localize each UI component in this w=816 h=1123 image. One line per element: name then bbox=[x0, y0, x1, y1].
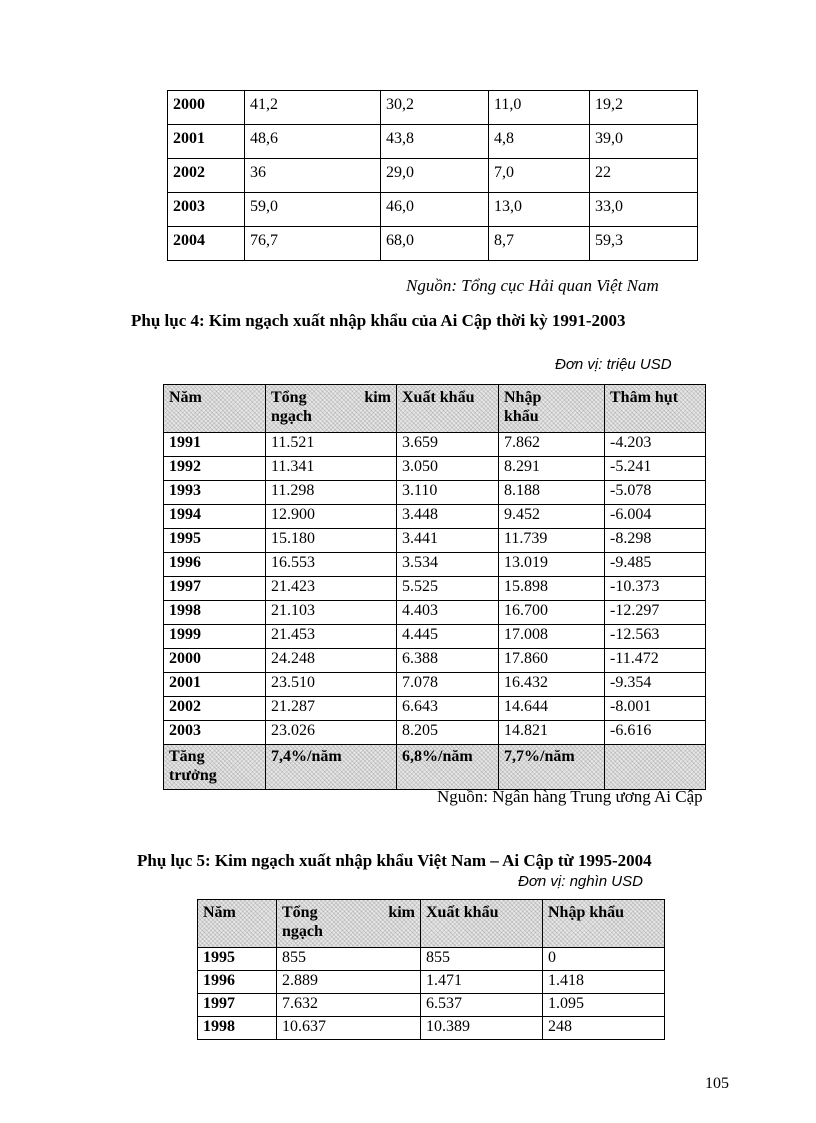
cell-year: 1991 bbox=[164, 433, 266, 457]
cell-import: 16.700 bbox=[499, 601, 605, 625]
table-row bbox=[164, 553, 706, 577]
cell-value: 76,7 bbox=[245, 227, 381, 261]
cell-year: 2002 bbox=[164, 697, 266, 721]
cell-value: 48,6 bbox=[245, 125, 381, 159]
cell-import: 0 bbox=[543, 948, 665, 971]
cell-total: 21.287 bbox=[266, 697, 397, 721]
cell-total: 21.423 bbox=[266, 577, 397, 601]
cell-value: 30,2 bbox=[381, 91, 489, 125]
growth-export: 6,8%/năm bbox=[397, 745, 499, 790]
table-row bbox=[164, 721, 706, 745]
cell-year: 2003 bbox=[168, 193, 245, 227]
cell-total: 855 bbox=[277, 948, 421, 971]
cell-value: 41,2 bbox=[245, 91, 381, 125]
cell-import: 8.188 bbox=[499, 481, 605, 505]
cell-export: 6.388 bbox=[397, 649, 499, 673]
header-export: Xuất khẩu bbox=[421, 900, 543, 948]
cell-total: 21.103 bbox=[266, 601, 397, 625]
header-year: Năm bbox=[164, 385, 266, 433]
cell-value: 59,3 bbox=[590, 227, 698, 261]
table-row bbox=[168, 227, 698, 261]
cell-value: 8,7 bbox=[489, 227, 590, 261]
appendix4-table bbox=[163, 384, 706, 790]
table-row bbox=[164, 601, 706, 625]
cell-year: 1992 bbox=[164, 457, 266, 481]
cell-export: 5.525 bbox=[397, 577, 499, 601]
cell-import: 17.860 bbox=[499, 649, 605, 673]
table-header-row bbox=[164, 385, 706, 433]
cell-import: 13.019 bbox=[499, 553, 605, 577]
cell-import: 8.291 bbox=[499, 457, 605, 481]
table-row bbox=[168, 91, 698, 125]
cell-value: 39,0 bbox=[590, 125, 698, 159]
table-row bbox=[164, 625, 706, 649]
cell-total: 15.180 bbox=[266, 529, 397, 553]
appendix5-table bbox=[197, 899, 665, 1040]
cell-total: 11.521 bbox=[266, 433, 397, 457]
cell-import: 15.898 bbox=[499, 577, 605, 601]
source-note-central-bank: Nguồn: Ngân hàng Trung ương Ai Cập bbox=[437, 787, 703, 806]
cell-year: 1998 bbox=[164, 601, 266, 625]
table-row bbox=[198, 994, 665, 1017]
cell-export: 855 bbox=[421, 948, 543, 971]
appendix4-unit: Đơn vị: triệu USD bbox=[555, 356, 672, 373]
cell-import: 11.739 bbox=[499, 529, 605, 553]
cell-export: 3.110 bbox=[397, 481, 499, 505]
header-import: Nhập khẩu bbox=[499, 385, 605, 433]
header-total: Tổng kim ngạch bbox=[277, 900, 421, 948]
header-total: Tổng kim ngạch bbox=[266, 385, 397, 433]
cell-value: 33,0 bbox=[590, 193, 698, 227]
source-note-customs: Nguồn: Tổng cục Hải quan Việt Nam bbox=[406, 276, 659, 295]
cell-deficit: -9.485 bbox=[605, 553, 706, 577]
cell-year: 1996 bbox=[198, 971, 277, 994]
table-row bbox=[198, 1017, 665, 1040]
cell-export: 8.205 bbox=[397, 721, 499, 745]
cell-deficit: -6.616 bbox=[605, 721, 706, 745]
cell-year: 1998 bbox=[198, 1017, 277, 1040]
cell-value: 36 bbox=[245, 159, 381, 193]
cell-export: 7.078 bbox=[397, 673, 499, 697]
cell-deficit: -12.297 bbox=[605, 601, 706, 625]
cell-total: 2.889 bbox=[277, 971, 421, 994]
growth-deficit-empty bbox=[605, 745, 706, 790]
cell-import: 16.432 bbox=[499, 673, 605, 697]
cell-deficit: -5.241 bbox=[605, 457, 706, 481]
growth-import: 7,7%/năm bbox=[499, 745, 605, 790]
cell-deficit: -5.078 bbox=[605, 481, 706, 505]
cell-total: 7.632 bbox=[277, 994, 421, 1017]
cell-deficit: -4.203 bbox=[605, 433, 706, 457]
cell-export: 3.448 bbox=[397, 505, 499, 529]
cell-value: 29,0 bbox=[381, 159, 489, 193]
growth-label: Tăng trưởng bbox=[164, 745, 266, 790]
cell-year: 1999 bbox=[164, 625, 266, 649]
cell-total: 23.026 bbox=[266, 721, 397, 745]
cell-deficit: -10.373 bbox=[605, 577, 706, 601]
table-row bbox=[198, 948, 665, 971]
cell-deficit: -11.472 bbox=[605, 649, 706, 673]
cell-value: 68,0 bbox=[381, 227, 489, 261]
cell-import: 1.418 bbox=[543, 971, 665, 994]
cell-value: 59,0 bbox=[245, 193, 381, 227]
cell-value: 46,0 bbox=[381, 193, 489, 227]
table-row bbox=[164, 481, 706, 505]
cell-import: 9.452 bbox=[499, 505, 605, 529]
growth-row bbox=[164, 745, 706, 790]
table-row bbox=[164, 577, 706, 601]
cell-value: 13,0 bbox=[489, 193, 590, 227]
cell-value: 7,0 bbox=[489, 159, 590, 193]
appendix4-title: Phụ lục 4: Kim ngạch xuất nhập khẩu của Ai Cập thời kỳ 1991-2003 bbox=[131, 311, 626, 330]
table-row bbox=[164, 505, 706, 529]
header-year: Năm bbox=[198, 900, 277, 948]
cell-total: 11.341 bbox=[266, 457, 397, 481]
cell-export: 3.534 bbox=[397, 553, 499, 577]
cell-import: 248 bbox=[543, 1017, 665, 1040]
cell-year: 1995 bbox=[198, 948, 277, 971]
cell-deficit: -12.563 bbox=[605, 625, 706, 649]
cell-total: 11.298 bbox=[266, 481, 397, 505]
table-row bbox=[198, 971, 665, 994]
table-row bbox=[164, 529, 706, 553]
cell-total: 21.453 bbox=[266, 625, 397, 649]
cell-year: 2003 bbox=[164, 721, 266, 745]
cell-export: 3.050 bbox=[397, 457, 499, 481]
cell-total: 10.637 bbox=[277, 1017, 421, 1040]
table-row bbox=[164, 457, 706, 481]
cell-total: 24.248 bbox=[266, 649, 397, 673]
cell-year: 1997 bbox=[198, 994, 277, 1017]
cell-year: 1993 bbox=[164, 481, 266, 505]
table-row bbox=[164, 649, 706, 673]
table-header-row bbox=[198, 900, 665, 948]
table-row bbox=[164, 433, 706, 457]
cell-export: 6.537 bbox=[421, 994, 543, 1017]
cell-year: 2001 bbox=[168, 125, 245, 159]
cell-export: 6.643 bbox=[397, 697, 499, 721]
cell-import: 14.821 bbox=[499, 721, 605, 745]
appendix5-unit: Đơn vị: nghìn USD bbox=[518, 873, 643, 890]
cell-total: 16.553 bbox=[266, 553, 397, 577]
cell-deficit: -9.354 bbox=[605, 673, 706, 697]
cell-year: 2000 bbox=[168, 91, 245, 125]
cell-import: 7.862 bbox=[499, 433, 605, 457]
cell-import: 1.095 bbox=[543, 994, 665, 1017]
cell-export: 4.445 bbox=[397, 625, 499, 649]
cell-year: 2004 bbox=[168, 227, 245, 261]
table-row bbox=[164, 697, 706, 721]
cell-deficit: -6.004 bbox=[605, 505, 706, 529]
table-row bbox=[168, 125, 698, 159]
growth-total: 7,4%/năm bbox=[266, 745, 397, 790]
table-row bbox=[164, 673, 706, 697]
header-export: Xuất khẩu bbox=[397, 385, 499, 433]
cell-deficit: -8.001 bbox=[605, 697, 706, 721]
cell-export: 10.389 bbox=[421, 1017, 543, 1040]
table-row bbox=[168, 159, 698, 193]
cell-year: 2002 bbox=[168, 159, 245, 193]
cell-total: 12.900 bbox=[266, 505, 397, 529]
cell-year: 2000 bbox=[164, 649, 266, 673]
cell-export: 4.403 bbox=[397, 601, 499, 625]
cell-export: 1.471 bbox=[421, 971, 543, 994]
cell-deficit: -8.298 bbox=[605, 529, 706, 553]
appendix5-title: Phụ lục 5: Kim ngạch xuất nhập khẩu Việt Nam – Ai Cập từ 1995-2004 bbox=[137, 851, 652, 870]
header-deficit: Thâm hụt bbox=[605, 385, 706, 433]
cell-import: 14.644 bbox=[499, 697, 605, 721]
cell-year: 1995 bbox=[164, 529, 266, 553]
cell-import: 17.008 bbox=[499, 625, 605, 649]
cell-year: 2001 bbox=[164, 673, 266, 697]
cell-export: 3.659 bbox=[397, 433, 499, 457]
cell-value: 43,8 bbox=[381, 125, 489, 159]
cell-year: 1997 bbox=[164, 577, 266, 601]
continued-table bbox=[167, 90, 698, 261]
cell-total: 23.510 bbox=[266, 673, 397, 697]
table-row bbox=[168, 193, 698, 227]
cell-value: 19,2 bbox=[590, 91, 698, 125]
cell-export: 3.441 bbox=[397, 529, 499, 553]
cell-year: 1996 bbox=[164, 553, 266, 577]
cell-value: 4,8 bbox=[489, 125, 590, 159]
page-number: 105 bbox=[705, 1075, 729, 1092]
cell-value: 22 bbox=[590, 159, 698, 193]
header-import: Nhập khẩu bbox=[543, 900, 665, 948]
cell-value: 11,0 bbox=[489, 91, 590, 125]
cell-year: 1994 bbox=[164, 505, 266, 529]
